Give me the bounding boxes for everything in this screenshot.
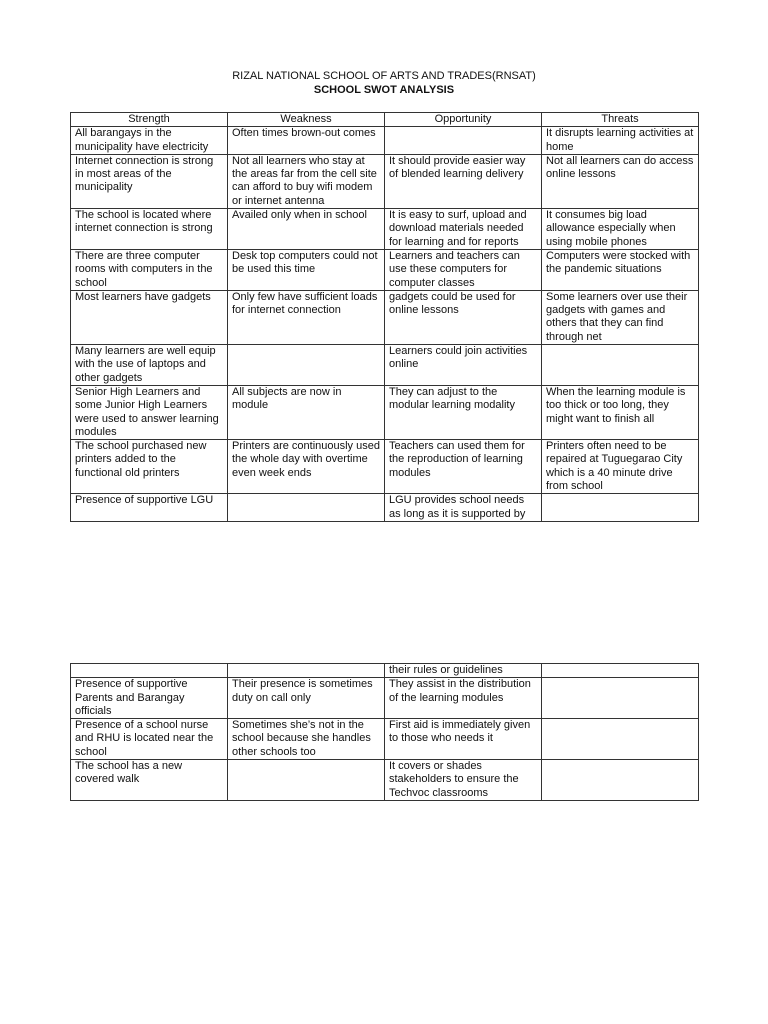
cell-opportunity: LGU provides school needs as long as it is supported by (385, 494, 542, 522)
table-row (71, 209, 699, 250)
cell-weakness: Desk top computers could not be used this time (228, 249, 385, 290)
cell-strength: The school is located where internet connection is strong (71, 209, 228, 250)
cell-opportunity: It is easy to surf, upload and download materials needed for learning and for reports (385, 209, 542, 250)
header-threats: Threats (542, 113, 699, 127)
cell-threats (542, 760, 699, 801)
table-header-row (71, 113, 699, 127)
cell-weakness (228, 494, 385, 522)
cell-threats (542, 345, 699, 386)
cell-opportunity: gadgets could be used for online lessons (385, 290, 542, 344)
table-row (71, 127, 699, 155)
document-subtitle: SCHOOL SWOT ANALYSIS (313, 84, 455, 96)
cell-weakness: Availed only when in school (228, 209, 385, 250)
table-row (71, 154, 699, 208)
cell-opportunity: It should provide easier way of blended learning delivery (385, 154, 542, 208)
cell-strength: Most learners have gadgets (71, 290, 228, 344)
table-row (71, 494, 699, 522)
cell-weakness: All subjects are now in module (228, 385, 385, 439)
cell-weakness: Not all learners who stay at the areas far from the cell site can afford to buy wifi modem or internet antenna (228, 154, 385, 208)
cell-strength: There are three computer rooms with computers in the school (71, 249, 228, 290)
table-row (71, 719, 699, 760)
cell-opportunity: Teachers can used them for the reproduction of learning modules (385, 440, 542, 494)
cell-strength: Internet connection is strong in most areas of the municipality (71, 154, 228, 208)
cell-strength: Many learners are well equip with the use of laptops and other gadgets (71, 345, 228, 386)
cell-strength: Presence of supportive Parents and Barangay officials (71, 678, 228, 719)
cell-opportunity: Learners could join activities online (385, 345, 542, 386)
cell-weakness: Their presence is sometimes duty on call only (228, 678, 385, 719)
cell-threats (542, 494, 699, 522)
cell-strength: Presence of supportive LGU (71, 494, 228, 522)
cell-opportunity: They assist in the distribution of the learning modules (385, 678, 542, 719)
cell-opportunity: First aid is immediately given to those who needs it (385, 719, 542, 760)
cell-threats: Some learners over use their gadgets with games and others that they can find through net (542, 290, 699, 344)
header-strength: Strength (71, 113, 228, 127)
cell-opportunity: Learners and teachers can use these computers for computer classes (385, 249, 542, 290)
cell-threats: When the learning module is too thick or too long, they might want to finish all (542, 385, 699, 439)
cell-threats (542, 664, 699, 678)
cell-threats (542, 678, 699, 719)
table-row (71, 249, 699, 290)
cell-threats: It disrupts learning activities at home (542, 127, 699, 155)
cell-weakness: Often times brown-out comes (228, 127, 385, 155)
header-weakness: Weakness (228, 113, 385, 127)
cell-weakness (228, 345, 385, 386)
cell-threats: Printers often need to be repaired at Tuguegarao City which is a 40 minute drive from school (542, 440, 699, 494)
cell-weakness: Only few have sufficient loads for internet connection (228, 290, 385, 344)
cell-opportunity: It covers or shades stakeholders to ensure the Techvoc classrooms (385, 760, 542, 801)
table-row (71, 290, 699, 344)
document-title: RIZAL NATIONAL SCHOOL OF ARTS AND TRADES(RNSAT) (232, 70, 536, 82)
cell-strength: Presence of a school nurse and RHU is located near the school (71, 719, 228, 760)
cell-opportunity: their rules or guidelines (385, 664, 542, 678)
cell-opportunity (385, 127, 542, 155)
cell-opportunity: They can adjust to the modular learning modality (385, 385, 542, 439)
cell-strength: Senior High Learners and some Junior High Learners were used to answer learning modules (71, 385, 228, 439)
cell-weakness: Printers are continuously used the whole day with overtime even week ends (228, 440, 385, 494)
table-row (71, 345, 699, 386)
table-row (71, 385, 699, 439)
cell-strength: The school has a new covered walk (71, 760, 228, 801)
table-row (71, 440, 699, 494)
cell-threats: Not all learners can do access online lessons (542, 154, 699, 208)
cell-strength: All barangays in the municipality have electricity (71, 127, 228, 155)
cell-strength: The school purchased new printers added to the functional old printers (71, 440, 228, 494)
header-opportunity: Opportunity (385, 113, 542, 127)
table-row (71, 664, 699, 678)
cell-weakness (228, 664, 385, 678)
swot-table-continued (70, 663, 699, 801)
cell-strength (71, 664, 228, 678)
table-row (71, 760, 699, 801)
cell-weakness (228, 760, 385, 801)
swot-table (70, 112, 699, 522)
table-row (71, 678, 699, 719)
cell-threats: It consumes big load allowance especially when using mobile phones (542, 209, 699, 250)
cell-weakness: Sometimes she’s not in the school because she handles other schools too (228, 719, 385, 760)
cell-threats (542, 719, 699, 760)
cell-threats: Computers were stocked with the pandemic situations (542, 249, 699, 290)
